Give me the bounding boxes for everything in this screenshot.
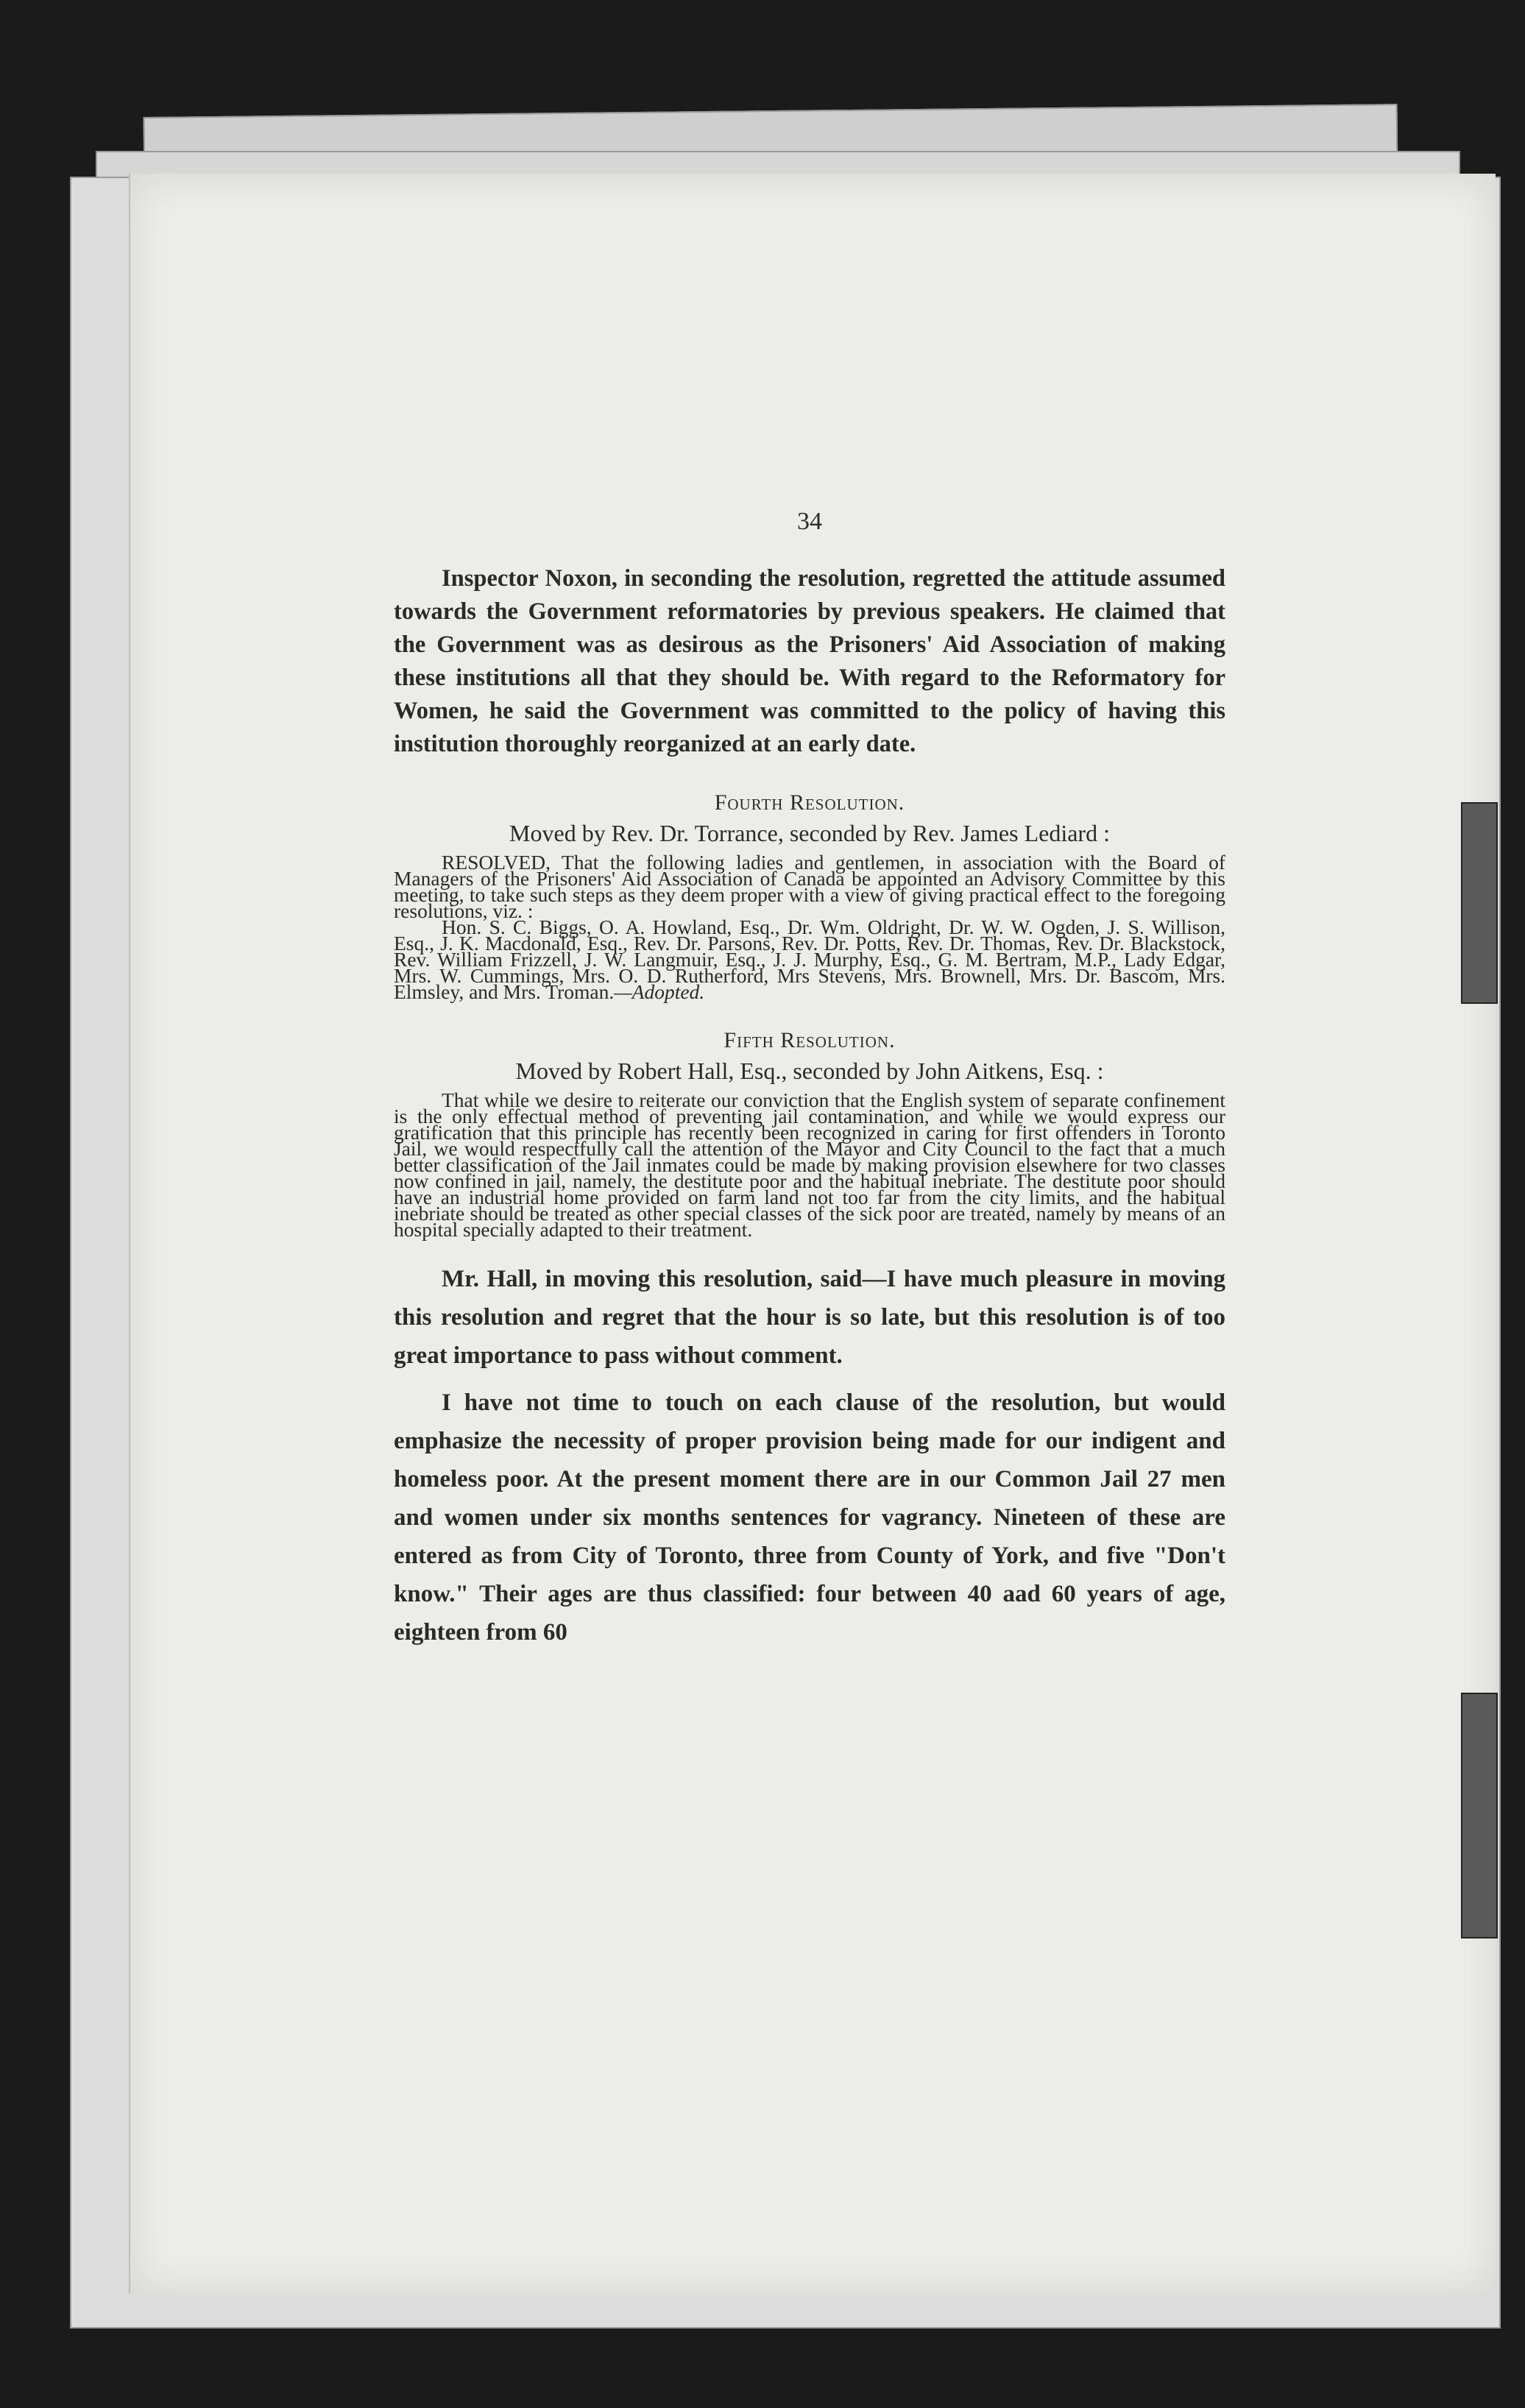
fourth-resolution-moved: Moved by Rev. Dr. Torrance, seconded by Rev. James Lediard : <box>509 820 1110 846</box>
fifth-resolution-text: That while we desire to reiterate our conviction that the English system of separate confinement is the only effectual method of preventing jail contamination, and while we would express our gratification that this principle has recently been recognized in caring for first offenders in Toronto Jail, we would respectfully call the attention of the Mayor and City Council to the fact that a much better classification of the Jail inmates could be made by making provision elsewhere for two classes now confined in jail, namely, the destitute poor and the habitual inebriate. The destitute poor should have an industrial home provided on farm land not too far from the city limits, and the habitual inebriate should be treated as other special classes of the sick poor are treated, namely by means of an hospital specially adapted to their treatment. <box>394 1088 1225 1241</box>
page-content <box>394 508 1225 1651</box>
binding-clip <box>1461 1693 1498 1938</box>
adopted-note: —Adopted. <box>614 980 705 1003</box>
page-number: 34 <box>797 508 822 535</box>
fourth-resolution-text: RESOLVED, That the following ladies and gentlemen, in association with the Board of Managers of the Prisoners' Aid Association of Canada be appointed an Advisory Committee by this meeting, to take such steps as they deem proper with a view of giving practical effect to the foregoing resolutions, viz. : <box>394 851 1225 922</box>
fourth-resolution-names <box>394 916 1225 1003</box>
hall-paragraph-2: I have not time to touch on each clause of the resolution, but would emphasize the necessity of proper provision being made for our indigent and homeless poor. At the present moment there are in our Common Jail 27 men and women under six months sentences for vagrancy. Nineteen of these are entered as from City of Toronto, three from County of York, and five "Don't know." Their ages are thus classified: four between 40 aad 60 years of age, eighteen from 60 <box>394 1389 1225 1646</box>
fifth-resolution-moved: Moved by Robert Hall, Esq., seconded by John Aitkens, Esq. : <box>515 1058 1104 1084</box>
binding-clip <box>1461 802 1498 1004</box>
hall-paragraph-1: Mr. Hall, in moving this resolution, said—I have much pleasure in moving this resolution and regret that the hour is so late, but this resolution is of too great importance to pass without comment. <box>394 1266 1225 1369</box>
fourth-resolution-heading: Fourth Resolution. <box>714 790 905 815</box>
paragraph-noxon: Inspector Noxon, in seconding the resolution, regretted the attitude assumed towards the Government reformatories by previous speakers. He claimed that the Government was as desirous as the Prisoners' Aid Association of making these institutions all that they should be. With regard to the Reformatory for Women, he said the Government was committed to the policy of having this institution thoroughly reorganized at an early date. <box>394 565 1225 757</box>
fifth-resolution-heading: Fifth Resolution. <box>723 1028 896 1052</box>
committee-names: Hon. S. C. Biggs, O. A. Howland, Esq., Dr. Wm. Oldright, Dr. W. W. Ogden, J. S. Willison, Esq., J. K. Macdonald, Esq., Rev. Dr. Parsons, Rev. Dr. Potts, Rev. Dr. Thomas, Rev. Dr. Blackstock, Rev. William Frizzell, J. W. Langmuir, Esq., J. J. Murphy, Esq., G. M. Bertram, M.P., Lady Edgar, Mrs. W. Cummings, Mrs. O. D. Rutherford, Mrs Stevens, Mrs. Brownell, Mrs. Dr. Bascom, Mrs. Elmsley, and Mrs. Troman. <box>394 916 1225 1003</box>
